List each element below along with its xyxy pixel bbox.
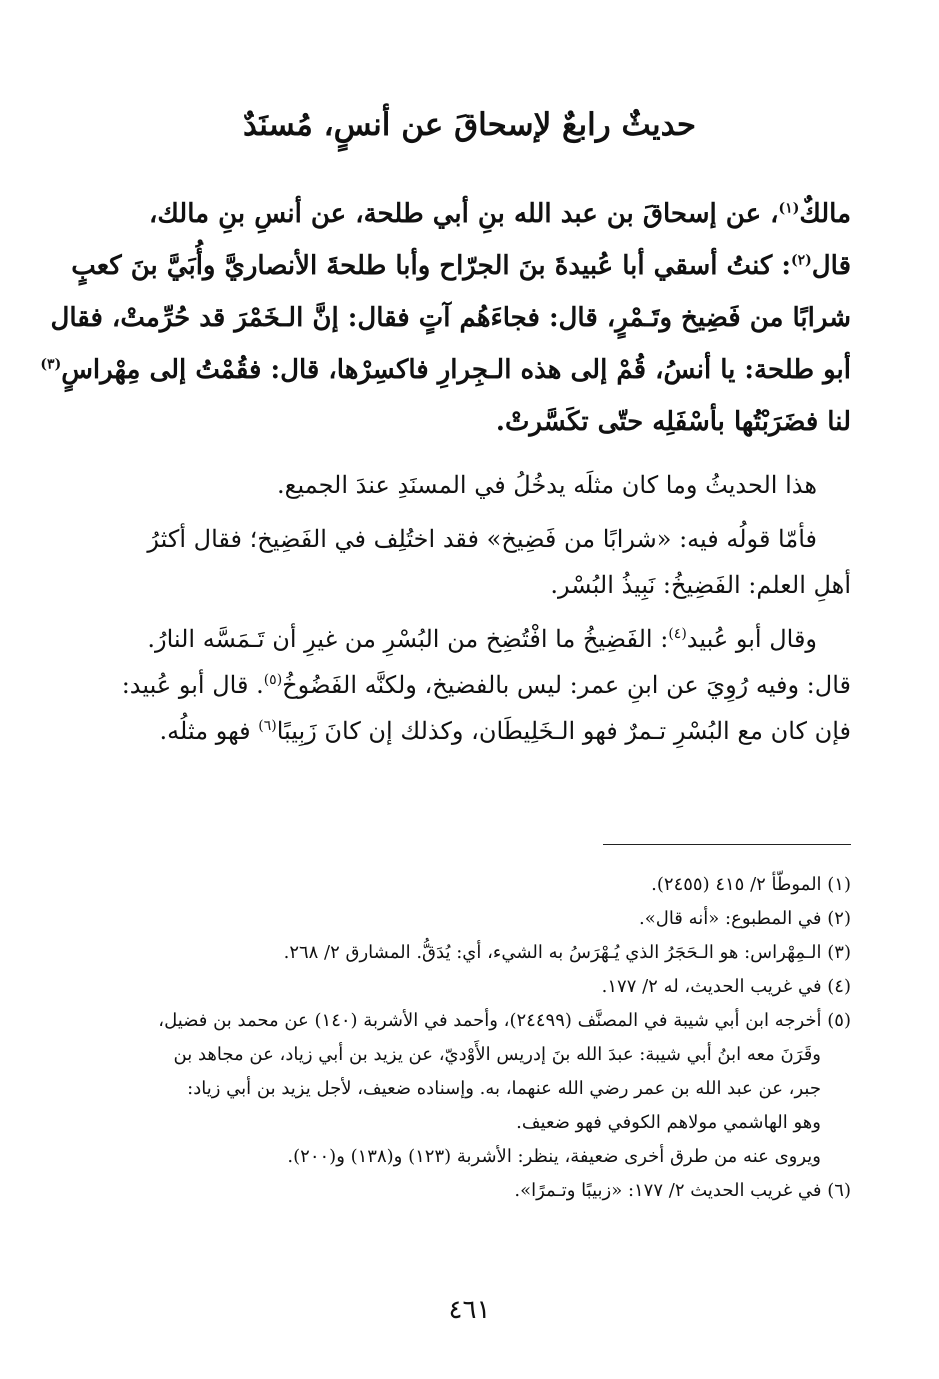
commentary-text-segment: فإن كان مع البُسْرِ تـمرٌ فهو الـخَلِيطَان، وكذلك إن كانَ زَبِيبًا bbox=[276, 717, 851, 745]
commentary-line bbox=[88, 708, 851, 754]
footnote-continuation: وقَرَنَ معه ابنُ أبي شيبة: عبدَ الله بنَ إدريس الأَوْديّ، عن يزيد بن أبي زياد، عن مجاهد بن bbox=[173, 1044, 821, 1065]
hadith-line bbox=[88, 188, 851, 240]
footnote-continuation: ويروى عنه من طرق أخرى ضعيفة، ينظر: الأشربة (١٢٣) و(١٣٨) و(٢٠٠). bbox=[287, 1146, 821, 1167]
commentary bbox=[88, 462, 851, 762]
commentary-line: هذا الحديثُ وما كان مثلَه يدخُلُ في المسنَدِ عندَ الجميع. bbox=[277, 471, 817, 499]
hadith-text-segment: ، عن إسحاقَ بن عبد الله بنِ أبي طلحة، عن أنسِ بنِ مالك، bbox=[149, 199, 779, 229]
footnote-continuation: وهو الهاشمي مولاهم الكوفي فهو ضعيف. bbox=[516, 1112, 821, 1133]
footnote-separator bbox=[603, 844, 851, 845]
footnote-marker[interactable]: (٢) bbox=[790, 252, 812, 269]
hadith-text-segment: قال bbox=[811, 251, 851, 281]
hadith-text-segment: أبو طلحة: يا أنسُ، قُمْ إلى هذه الـجِرارِ فاكسِرْها، قال: فقُمْتُ إلى مِهْراسٍ bbox=[61, 355, 851, 385]
footnote-item: (١) الموطّأ ٢/ ٤١٥ (٢٤٥٥). bbox=[651, 874, 851, 895]
footnote-marker[interactable]: (٣) bbox=[40, 356, 62, 373]
commentary-text-segment: قال: وفيه رُوِيَ عن ابنِ عمر: ليس بالفضيخ، ولكنَّه الفَضُوخُ bbox=[282, 671, 851, 699]
commentary-paragraph bbox=[88, 616, 851, 754]
footnote-continuation: جبر، عن عبد الله بن عمر رضي الله عنهما، به. وإسناده ضعيف، لأجل يزيد بن أبي زياد: bbox=[187, 1078, 821, 1099]
commentary-paragraph bbox=[88, 462, 851, 508]
section-title: حديثٌ رابعٌ لإسحاقَ عن أنسٍ، مُسنَدٌ bbox=[242, 107, 697, 143]
commentary-line bbox=[88, 616, 851, 662]
footnote-item: (٤) في غريب الحديث، له ٢/ ١٧٧. bbox=[601, 976, 851, 997]
commentary-text-segment: فهو مثلُه. bbox=[159, 717, 259, 745]
commentary-line: فأمّا قولُه فيه: «شرابًا من فَضِيخ» فقد اختُلِف في الفَضِيخ؛ فقال أكثرُ bbox=[147, 525, 817, 553]
hadith-line: شرابًا من فَضِيخ وتَـمْرٍ، قال: فجاءَهُم آتٍ فقال: إنَّ الـخَمْرَ قد حُرِّمتْ، فقال bbox=[50, 303, 851, 333]
commentary-line: أهلِ العلم: الفَضِيخُ: نَبِيذُ البُسْر. bbox=[550, 571, 851, 599]
footnote-item: (٥) أخرجه ابن أبي شيبة في المصنَّف (٢٤٤٩٩)، وأحمد في الأشربة (١٤٠) عن محمد بن فضيل، bbox=[158, 1010, 851, 1031]
commentary-text-segment: : الفَضِيخُ ما افْتُضِخ من البُسْرِ من غيرِ أن تَـمَسَّه النارُ. bbox=[147, 625, 669, 653]
footnote-marker[interactable]: (١) bbox=[778, 200, 800, 217]
footnote-item: (٣) الـمِهْراس: هو الـحَجَرُ الذي يُـهْرَسُ به الشيء، أي: يُدَقُّ. المشارق ٢/ ٢٦٨. bbox=[283, 942, 851, 963]
footnotes bbox=[88, 868, 851, 1208]
footnote-item: (٢) في المطبوع: «أنه قال». bbox=[639, 908, 851, 929]
footnote-marker[interactable]: (٦) bbox=[258, 718, 277, 734]
footnote-marker[interactable]: (٤) bbox=[668, 626, 687, 642]
commentary-line bbox=[88, 662, 851, 708]
hadith-text-segment: : كنتُ أسقي أبا عُبيدةَ بنَ الجرّاح وأبا طلحةَ الأنصاريَّ وأُبَيَّ بنَ كعبٍ bbox=[71, 251, 791, 281]
hadith-line bbox=[71, 240, 851, 292]
hadith-text-segment: مالكٌ bbox=[799, 199, 851, 229]
footnote-marker[interactable]: (٥) bbox=[263, 672, 283, 688]
hadith-line: لنا فضَرَبْتُها بأسْفَلِه حتّى تكَسَّرتْ. bbox=[495, 407, 851, 437]
footnote-item: (٦) في غريب الحديث ٢/ ١٧٧: «زبيبًا وتـمرًا». bbox=[514, 1180, 851, 1201]
commentary-paragraph bbox=[88, 516, 851, 608]
page-number: ٤٦١ bbox=[448, 1295, 491, 1325]
hadith-line bbox=[40, 344, 851, 396]
commentary-text-segment: . قال أبو عُبيد: bbox=[121, 671, 264, 699]
commentary-text-segment: وقال أبو عُبيد bbox=[686, 625, 817, 653]
hadith-text bbox=[40, 188, 851, 448]
